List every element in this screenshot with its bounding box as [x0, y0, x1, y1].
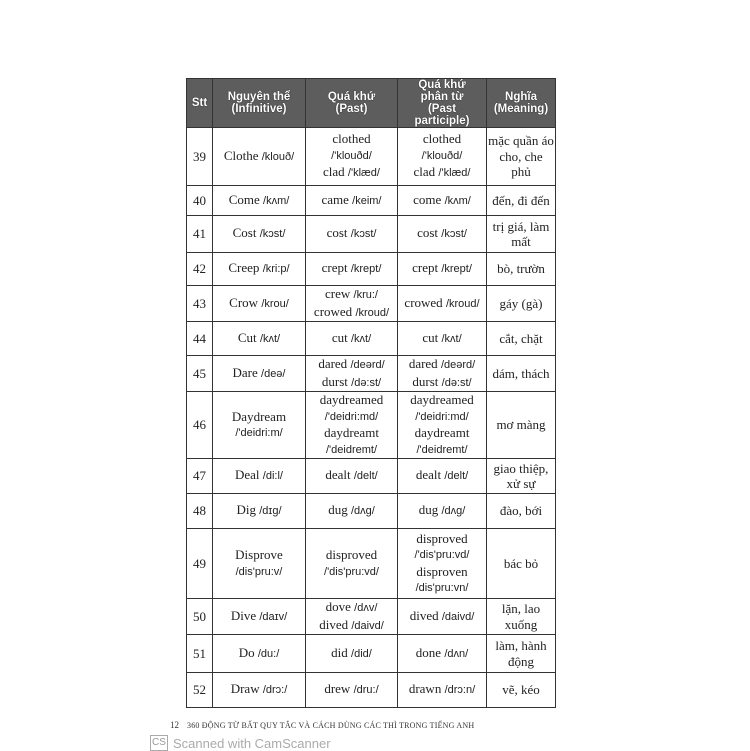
- cell-line: crept /krept/: [321, 260, 382, 276]
- cell-past: [306, 186, 398, 216]
- cell-meaning: mặc quần áo cho, che phủ: [487, 128, 556, 186]
- cell-line: come /kʌm/: [413, 191, 471, 207]
- cell-line: Cut /kʌt/: [237, 329, 281, 345]
- table-row: [187, 216, 556, 253]
- cell-line: dug /dʌg/: [328, 502, 375, 518]
- table-row: [187, 286, 556, 322]
- cell-line: Crow /krou/: [229, 294, 289, 310]
- cell-past-participle: [398, 599, 487, 635]
- cell-line: cut /kʌt/: [422, 329, 462, 345]
- cell-past: [306, 459, 398, 494]
- cell-line: /'deidri:m/: [235, 427, 283, 439]
- cell-line: dared /deərd/: [318, 356, 385, 371]
- cell-infinitive: [213, 635, 306, 673]
- cell-stt: 43: [187, 286, 213, 322]
- watermark: [150, 735, 555, 751]
- table-row: [187, 356, 556, 392]
- cell-line: crew /kru:/: [325, 286, 378, 301]
- cell-stt: 51: [187, 635, 213, 673]
- page-number: 12: [170, 720, 179, 730]
- cell-line: dived /daivd/: [319, 616, 384, 632]
- cell-past: [306, 392, 398, 459]
- cell-line: Do /du:/: [238, 644, 280, 660]
- cell-past: [306, 253, 398, 286]
- header-past-participle: Quá khứ phân từ (Past participle): [398, 79, 487, 128]
- header-stt: Stt: [187, 79, 213, 128]
- cell-line: Daydream: [231, 408, 287, 424]
- cell-stt: 47: [187, 459, 213, 494]
- cell-line: /'klouðd/: [331, 149, 372, 162]
- cell-past-participle: [398, 216, 487, 253]
- cell-past: [306, 286, 398, 322]
- header-infinitive: Nguyên thể (Infinitive): [213, 79, 306, 128]
- cell-infinitive: [213, 186, 306, 216]
- cell-past-participle: [398, 673, 487, 708]
- cell-line: /'deidri:md/: [324, 410, 379, 423]
- cell-past: [306, 494, 398, 529]
- table-row: [187, 635, 556, 673]
- cell-line: crowed /kroud/: [404, 294, 480, 310]
- page-footer: [170, 720, 555, 730]
- cell-past: [306, 529, 398, 599]
- cell-line: did /did/: [331, 644, 372, 660]
- cell-past-participle: [398, 286, 487, 322]
- cell-line: disproved: [325, 547, 378, 562]
- cell-line: daydreamed: [410, 392, 474, 407]
- cell-infinitive: [213, 128, 306, 186]
- cell-line: done /dʌn/: [415, 644, 469, 660]
- cell-line: daydreamt: [324, 425, 379, 440]
- cell-past-participle: [398, 529, 487, 599]
- footer-title: 360 ĐỘNG TỪ BẤT QUY TẮC VÀ CÁCH DÙNG CÁC THÌ TRONG TIẾNG ANH: [187, 721, 475, 730]
- cell-stt: 46: [187, 392, 213, 459]
- cell-infinitive: [213, 529, 306, 599]
- cell-line: daydreamed: [319, 392, 384, 407]
- cell-past: [306, 635, 398, 673]
- header-past: Quá khứ (Past): [306, 79, 398, 128]
- cell-stt: 41: [187, 216, 213, 253]
- cell-infinitive: [213, 494, 306, 529]
- cell-line: /'dis'pru:vd/: [414, 549, 470, 561]
- cell-line: /'deidremt/: [416, 443, 468, 456]
- cell-line: durst /də:st/: [321, 373, 382, 389]
- cell-meaning: mơ màng: [487, 392, 556, 459]
- cell-line: Come /kʌm/: [228, 191, 290, 207]
- cell-past-participle: [398, 459, 487, 494]
- cell-stt: 39: [187, 128, 213, 186]
- cell-stt: 42: [187, 253, 213, 286]
- cell-meaning: đến, đi đến: [487, 186, 556, 216]
- cell-infinitive: [213, 392, 306, 459]
- cell-line: disproven: [416, 563, 468, 579]
- cell-line: Cost /kɔst/: [232, 225, 286, 241]
- cell-line: disproved: [416, 530, 468, 546]
- cell-line: Dare /deə/: [232, 364, 286, 380]
- cell-past-participle: [398, 253, 487, 286]
- cell-stt: 48: [187, 494, 213, 529]
- cell-line: dived /daivd/: [409, 607, 475, 623]
- cell-past-participle: [398, 322, 487, 356]
- table-row: [187, 322, 556, 356]
- cell-line: dealt /delt/: [415, 467, 469, 483]
- page-content: [152, 78, 555, 751]
- watermark-text: Scanned with CamScanner: [173, 735, 331, 751]
- cell-meaning: bác bỏ: [487, 529, 556, 599]
- cell-stt: 52: [187, 673, 213, 708]
- cell-line: crept /krept/: [412, 260, 472, 276]
- cell-stt: 50: [187, 599, 213, 635]
- cell-line: dug /dʌg/: [418, 502, 466, 518]
- cell-line: /'klouðd/: [421, 149, 463, 162]
- table-row: [187, 459, 556, 494]
- cell-infinitive: [213, 459, 306, 494]
- cell-past-participle: [398, 128, 487, 186]
- cell-line: Dig /dɪg/: [236, 502, 282, 518]
- cell-meaning: bò, trườn: [487, 253, 556, 286]
- camscanner-logo: CS: [150, 735, 168, 751]
- cell-line: /'deidremt/: [325, 443, 377, 456]
- cell-line: Clothe /klouð/: [223, 147, 295, 163]
- cell-line: clad /'klæd/: [323, 164, 380, 180]
- cell-stt: 40: [187, 186, 213, 216]
- table-row: [187, 494, 556, 529]
- cell-meaning: cắt, chặt: [487, 322, 556, 356]
- cell-infinitive: [213, 356, 306, 392]
- table-row: [187, 186, 556, 216]
- cell-past: [306, 216, 398, 253]
- cell-past-participle: [398, 356, 487, 392]
- cell-infinitive: [213, 322, 306, 356]
- cell-infinitive: [213, 599, 306, 635]
- table-row: [187, 599, 556, 635]
- table-row: [187, 253, 556, 286]
- cell-line: Disprove: [235, 547, 283, 562]
- cell-meaning: trị giá, làm mất: [487, 216, 556, 253]
- cell-line: drew /dru:/: [324, 681, 379, 697]
- table-header-row: [187, 79, 556, 128]
- cell-line: Deal /di:l/: [235, 467, 283, 483]
- cell-past: [306, 673, 398, 708]
- cell-past: [306, 356, 398, 392]
- table-row: [187, 392, 556, 459]
- cell-line: /dis'pru:vn/: [415, 582, 469, 594]
- cell-past-participle: [398, 494, 487, 529]
- cell-line: Creep /kri:p/: [228, 260, 290, 276]
- cell-meaning: vẽ, kéo: [487, 673, 556, 708]
- cell-infinitive: [213, 673, 306, 708]
- cell-past: [306, 599, 398, 635]
- cell-line: dove /dʌv/: [325, 599, 378, 614]
- cell-line: daydreamt: [414, 425, 470, 440]
- cell-meaning: lặn, lao xuống: [487, 599, 556, 635]
- cell-meaning: dám, thách: [487, 356, 556, 392]
- cell-infinitive: [213, 253, 306, 286]
- cell-stt: 44: [187, 322, 213, 356]
- table-row: [187, 128, 556, 186]
- cell-line: cut /kʌt/: [331, 329, 372, 345]
- cell-stt: 45: [187, 356, 213, 392]
- cell-past-participle: [398, 392, 487, 459]
- table-row: [187, 673, 556, 708]
- cell-line: /'dis'pru:vd/: [324, 565, 379, 578]
- cell-meaning: đào, bới: [487, 494, 556, 529]
- cell-line: /'deidri:md/: [415, 410, 469, 423]
- irregular-verbs-table: [186, 78, 556, 708]
- cell-infinitive: [213, 216, 306, 253]
- cell-meaning: làm, hành động: [487, 635, 556, 673]
- cell-line: Draw /drɔ:/: [230, 681, 288, 697]
- cell-line: crowed /kroud/: [313, 303, 390, 319]
- cell-line: clothed: [332, 131, 371, 147]
- cell-line: clad /'klæd/: [413, 164, 471, 180]
- cell-line: /dis'pru:v/: [235, 565, 283, 578]
- cell-line: dared /deərd/: [408, 356, 476, 371]
- cell-line: drawn /drɔ:n/: [408, 681, 476, 697]
- cell-line: dealt /delt/: [325, 467, 378, 483]
- cell-line: clothed: [422, 131, 462, 147]
- cell-line: cost /kɔst/: [417, 225, 467, 241]
- cell-infinitive: [213, 286, 306, 322]
- cell-meaning: giao thiệp, xử sự: [487, 459, 556, 494]
- cell-meaning: gáy (gà): [487, 286, 556, 322]
- cell-past: [306, 322, 398, 356]
- cell-past-participle: [398, 635, 487, 673]
- header-meaning: Nghĩa (Meaning): [487, 79, 556, 128]
- cell-line: Dive /daɪv/: [230, 607, 288, 623]
- cell-past: [306, 128, 398, 186]
- cell-line: cost /kɔst/: [326, 225, 377, 241]
- table-row: [187, 529, 556, 599]
- cell-line: came /keim/: [321, 191, 382, 207]
- cell-stt: 49: [187, 529, 213, 599]
- cell-line: durst /də:st/: [412, 373, 472, 389]
- cell-past-participle: [398, 186, 487, 216]
